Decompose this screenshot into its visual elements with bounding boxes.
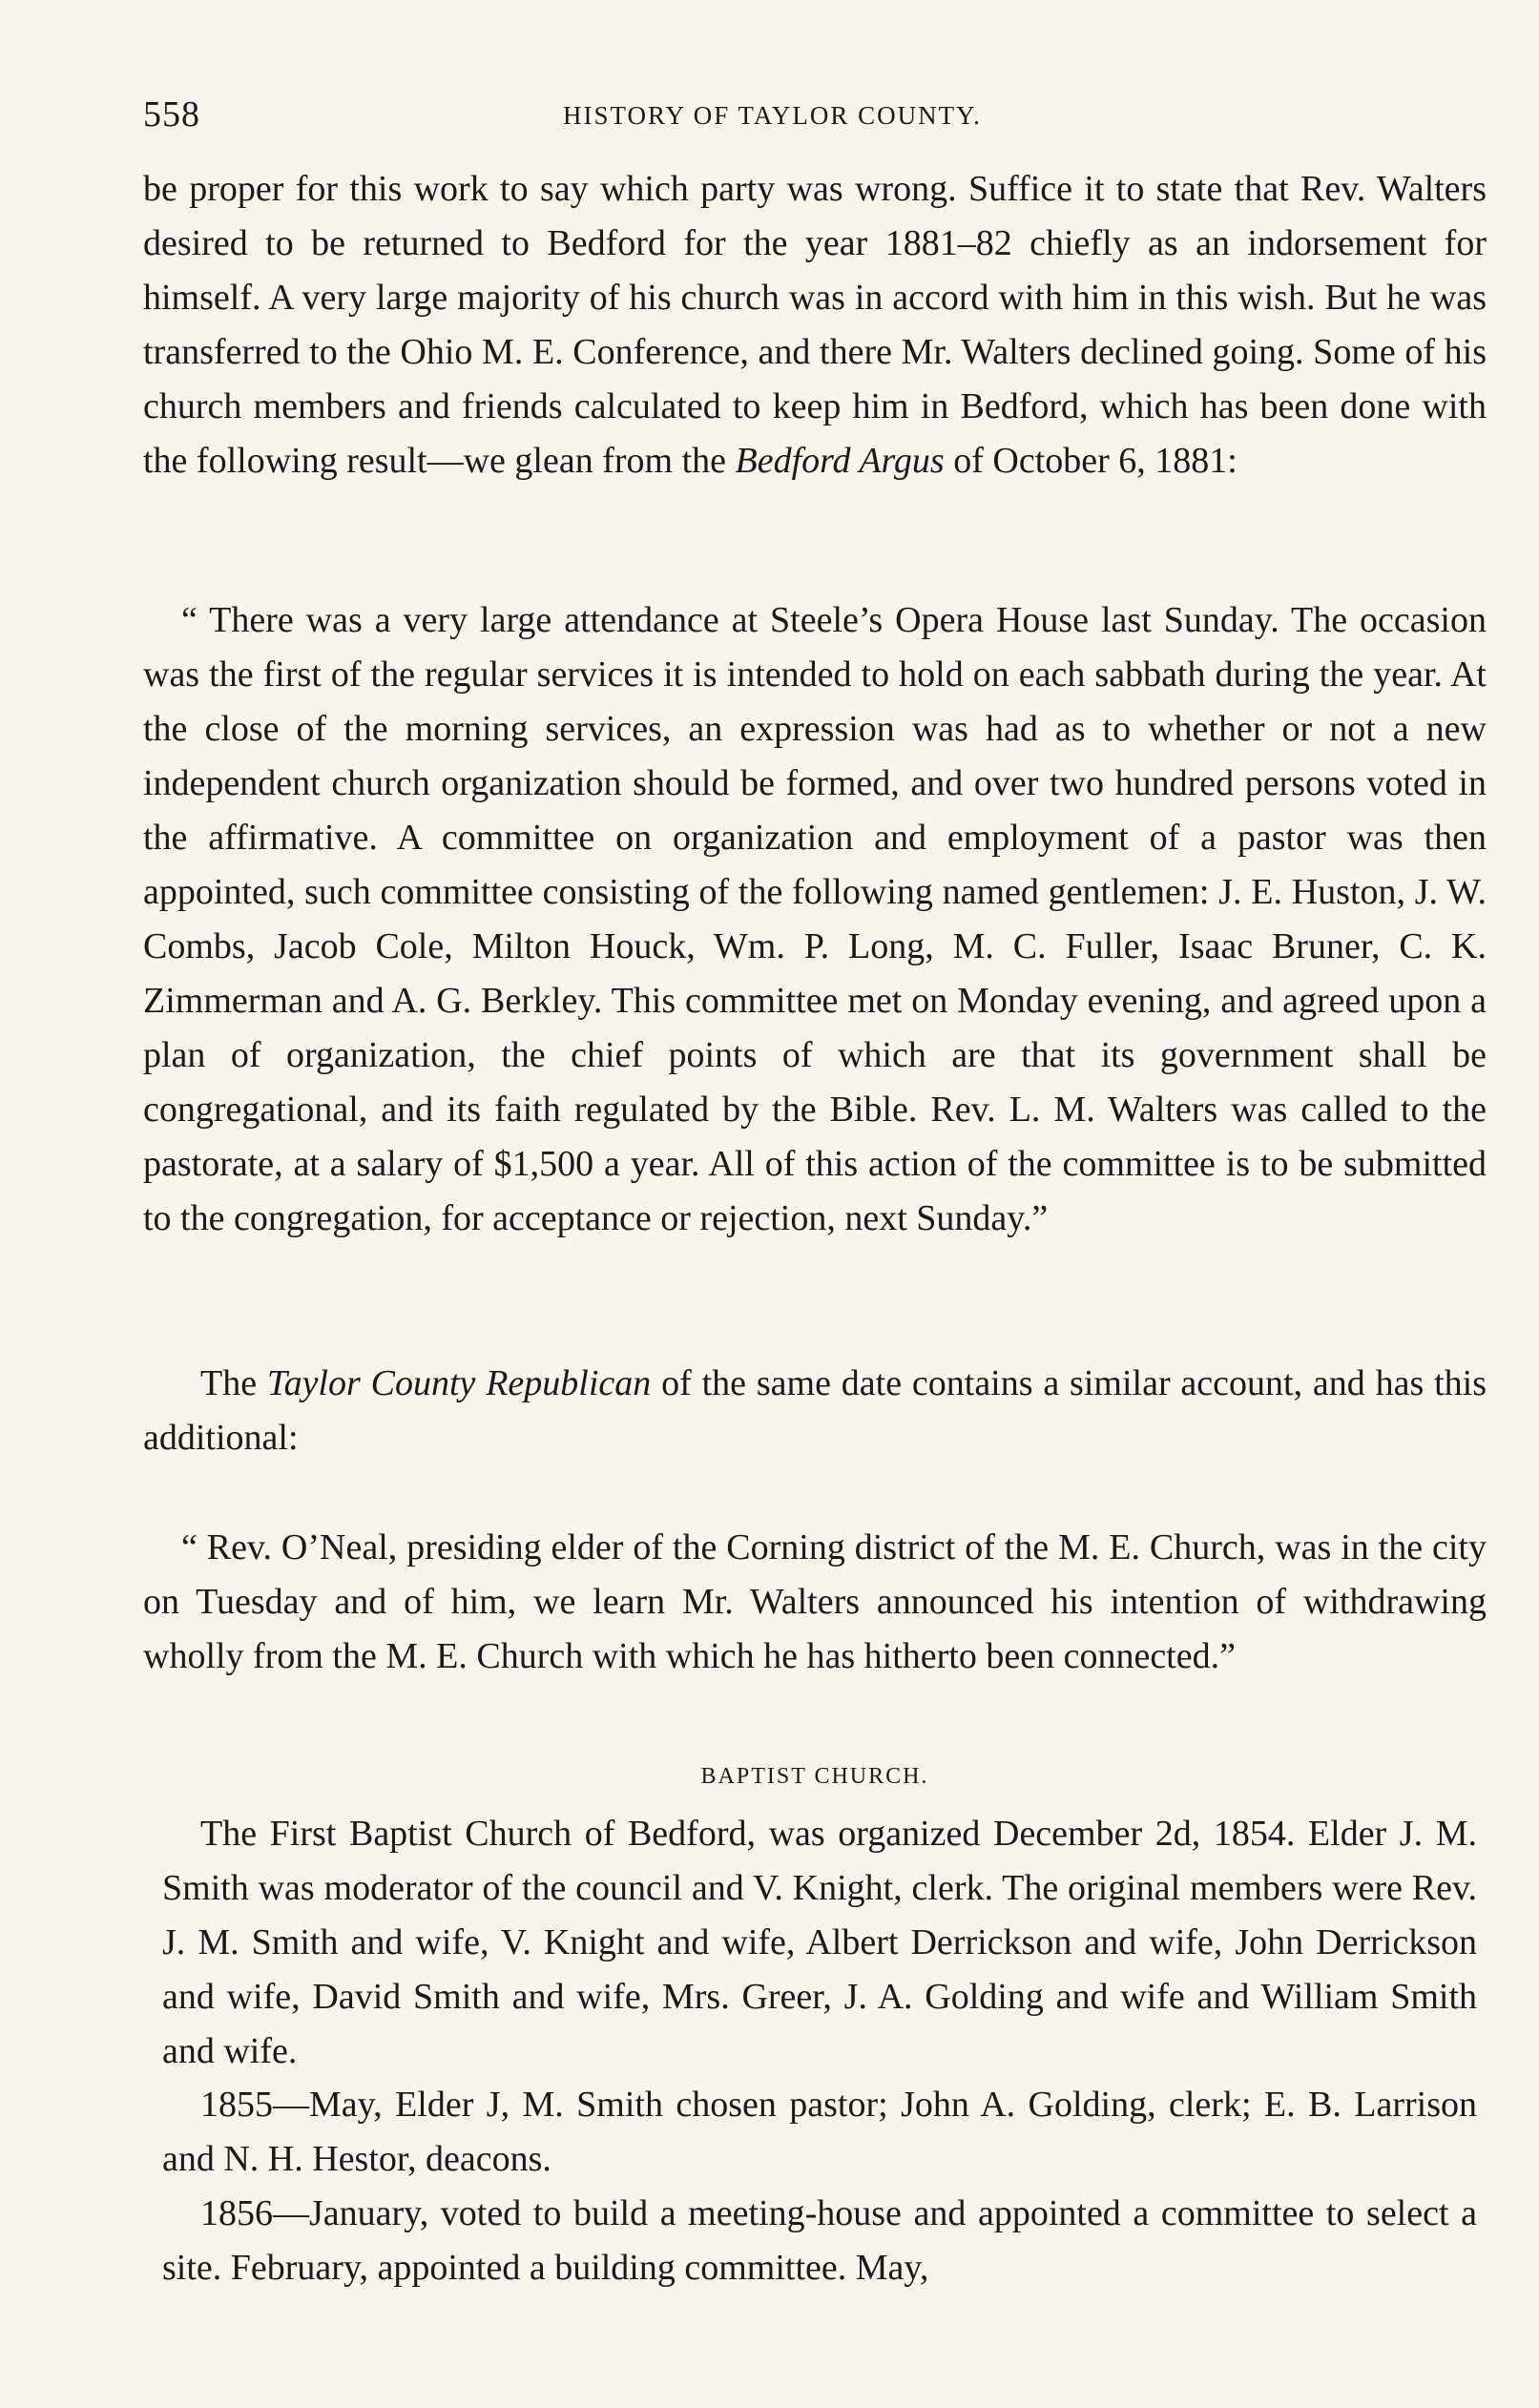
newspaper-title-bedford-argus: Bedford Argus (735, 441, 945, 481)
paragraph-1855-entry: 1855—May, Elder J, M. Smith chosen pastor; John A. Golding, clerk; E. B. Larrison and N. H. Hestor, deacons. (162, 2085, 1477, 2179)
paragraph-text: The (200, 1363, 267, 1403)
paragraph-walters-transfer (143, 162, 1487, 488)
section-heading-baptist-church: BAPTIST CHURCH. (700, 1764, 929, 1789)
paragraph-1856-entry: 1856—January, voted to build a meeting-house and appointed a committee to select a site. February, appointed a building committee. May, (162, 2193, 1477, 2288)
paragraph-republican-account (143, 1357, 1487, 1465)
paragraph-baptist-organization: The First Baptist Church of Bedford, was organized December 2d, 1854. Elder J. M. Smith was moderator of the council and V. Knight, clerk. The original members were Rev. J. M. Smith and wife, V. Knight and wife, Albert Derrickson and wife, John Derrickson and wife, David Smith and wife, Mrs. Greer, J. A. Golding and wife and William Smith and wife. (162, 1814, 1477, 2071)
quoted-republican-report: “ Rev. O’Neal, presiding elder of the Corning district of the M. E. Church, was in the city on Tuesday and of him, we learn Mr. Walters announced his intention of withdrawing wholly from the M. E. Church with which he has hitherto been connected.” (143, 1527, 1487, 1676)
running-title: HISTORY OF TAYLOR COUNTY. (563, 101, 982, 130)
paragraph-text: of October 6, 1881: (944, 441, 1237, 481)
running-head (143, 93, 1487, 135)
quoted-argus-report: “ There was a very large attendance at Steele’s Opera House last Sunday. The occasion was the first of the regular services it is intended to hold on each sabbath during the year. At the close of the morning services, an expression was had as to whether or not a new independent church organization should be formed, and over two hundred persons voted in the affirmative. A committee on organization and employment of a pastor was then appointed, such committee consisting of the following named gentlemen: J. E. Huston, J. W. Combs, Jacob Cole, Milton Houck, Wm. P. Long, M. C. Fuller, Isaac Bruner, C. K. Zimmerman and A. G. Berkley. This committee met on Monday evening, and agreed upon a plan of organization, the chief points of which are that its government shall be congregational, and its faith regulated by the Bible. Rev. L. M. Walters was called to the pastorate, at a salary of $1,500 a year. All of this action of the committee is to be submitted to the congregation, for acceptance or rejection, next Sunday.” (143, 600, 1487, 1238)
page-number: 558 (143, 94, 200, 135)
paragraph-text: be proper for this work to say which party was wrong. Suffice it to state that Rev. Walters desired to be returned to Bedford for the year 1881–82 chiefly as an indorsement for himself. A very large majority of his church was in accord with him in this wish. But he was transferred to the Ohio M. E. Conference, and there Mr. Walters declined going. Some of his church members and friends calculated to keep him in Bedford, which has been done with the following result—we glean from the (143, 169, 1487, 481)
newspaper-title-taylor-county-republican: Taylor County Republican (266, 1363, 652, 1403)
paragraph-text: of the same date contains a similar account, and has this additional: (143, 1363, 1487, 1458)
